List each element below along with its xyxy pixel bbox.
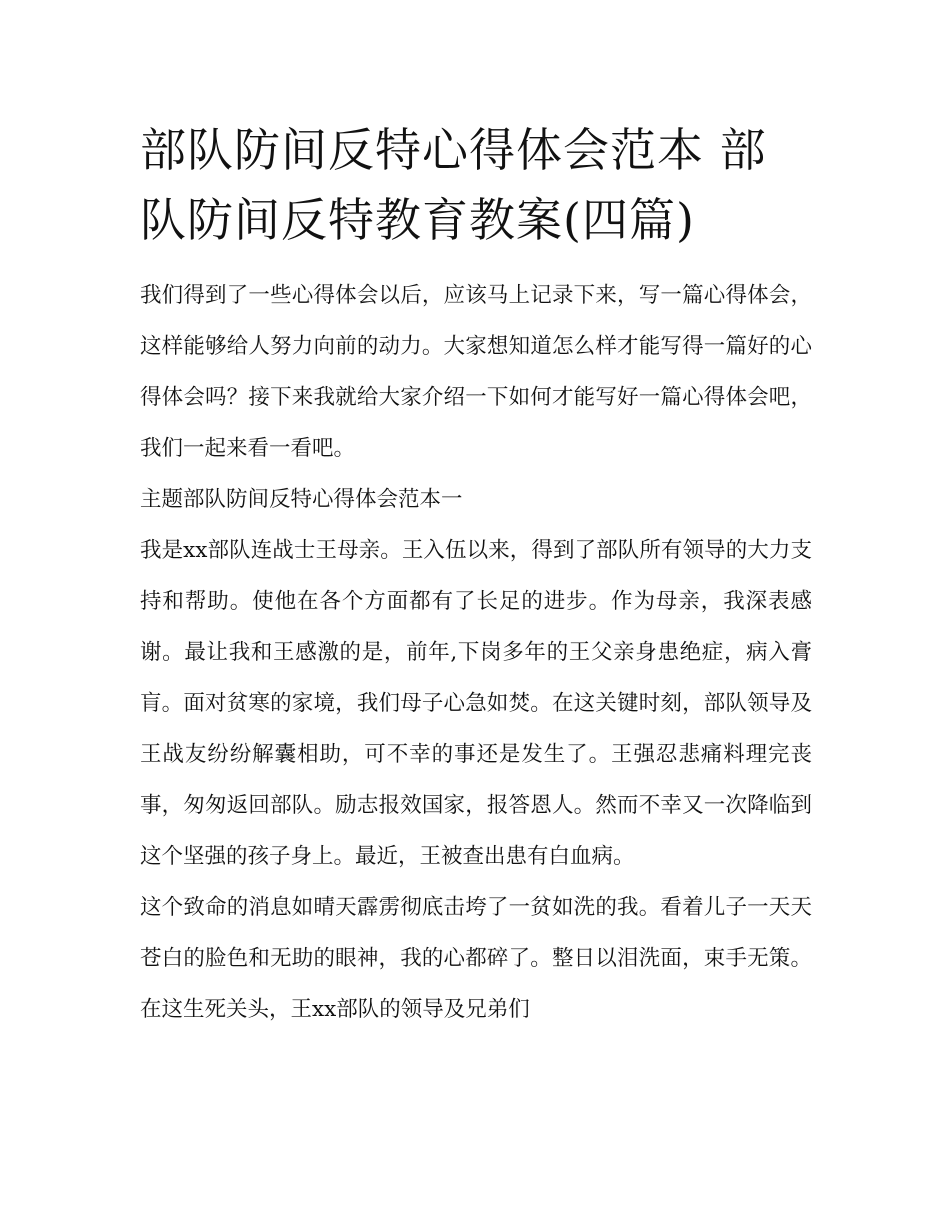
section-heading: 主题部队防间反特心得体会范本一 [140,487,463,512]
document-title: 部队防间反特心得体会范本 部队防间反特教育教案(四篇) [140,123,767,247]
intro-paragraph: 我们得到了一些心得体会以后，应该马上记录下来，写一篇心得体会，这样能够给人努力向前的动力。大家想知道怎么样才能写得一篇好的心得体会吗？接下来我就给大家介绍一下如何才能写好一篇心得体会吧，我们一起来看一看吧。 [140,283,812,461]
document-page [140,115,812,1035]
body-paragraph-1: 我是xx部队连战士王母亲。王入伍以来，得到了部队所有领导的大力支持和帮助。使他在各个方面都有了长足的进步。作为母亲，我深表感谢。最让我和王感激的是，前年,下岗多年的王父亲身患绝症，病入膏肓。面对贫寒的家境，我们母子心急如焚。在这关键时刻，部队领导及王战友纷纷解囊相助，可不幸的事还是发生了。王强忍悲痛料理完丧事，匆匆返回部队。励志报效国家，报答恩人。然而不幸又一次降临到这个坚强的孩子身上。最近，王被查出患有白血病。 [140,538,812,869]
body-paragraph-2: 这个致命的消息如晴天霹雳彻底击垮了一贫如洗的我。看着儿子一天天苍白的脸色和无助的眼神，我的心都碎了。整日以泪洗面，束手无策。在这生死关头，王xx部队的领导及兄弟们 [140,895,812,1022]
